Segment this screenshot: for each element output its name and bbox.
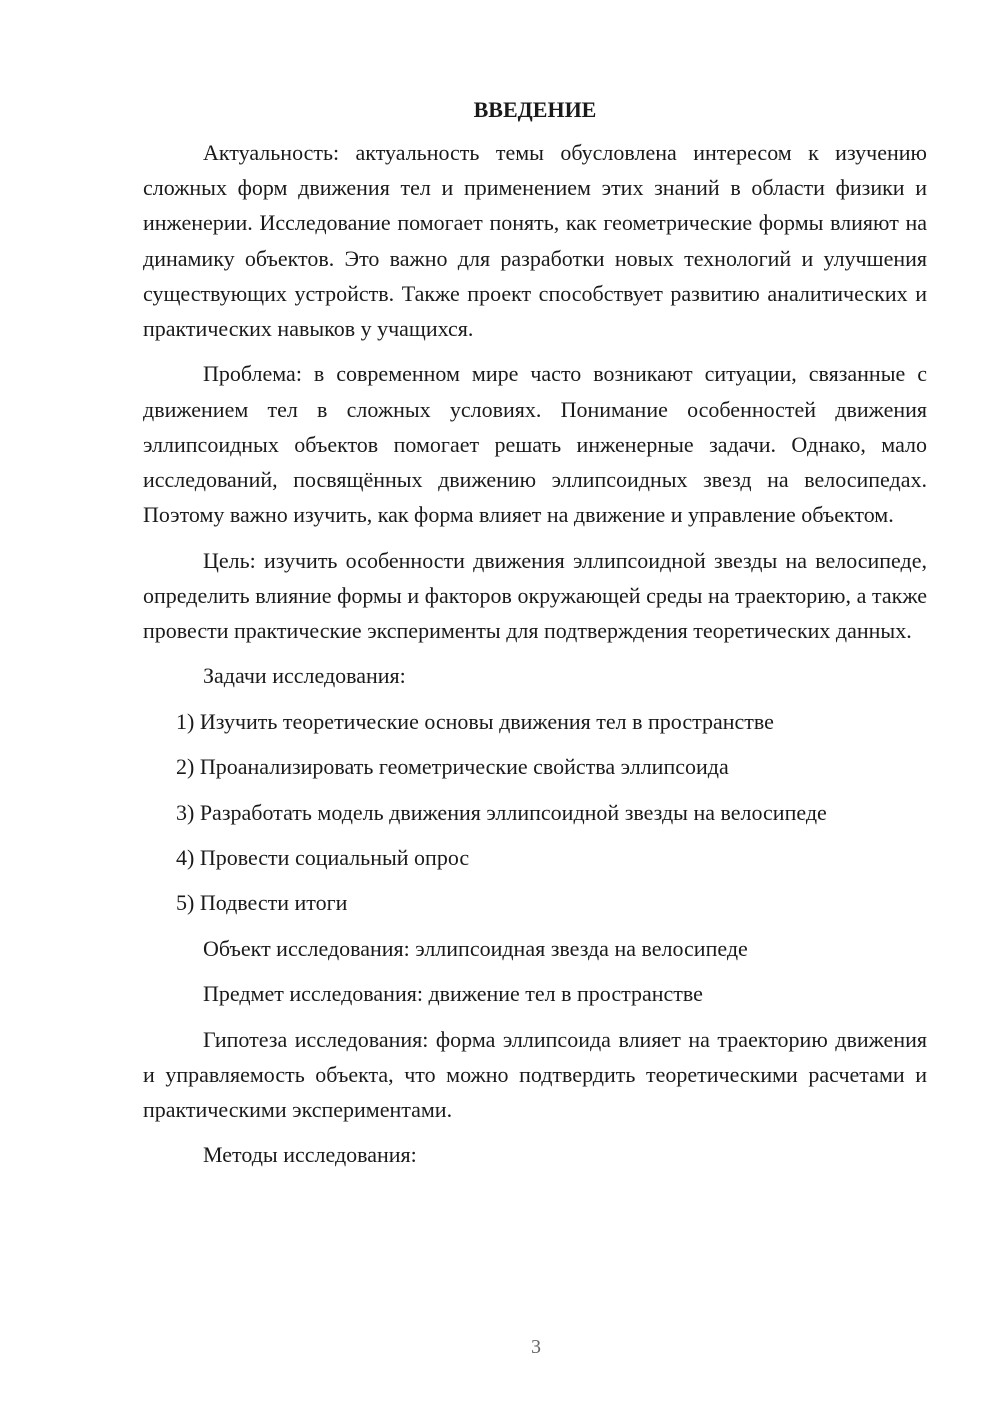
section-title: ВВЕДЕНИЕ xyxy=(473,97,597,122)
page-content xyxy=(143,95,927,1183)
page-number: 3 xyxy=(531,1336,541,1358)
methods-heading: Методы исследования: xyxy=(203,1142,417,1168)
paragraph-goal: Цель: изучить особенности движения эллипсоидной звезды на велосипеде, определить влияние формы и факторов окружающей среды на траекторию, а также провести практические эксперименты для подтверждения теоретических данных. xyxy=(143,547,927,644)
research-subject: Предмет исследования: движение тел в пространстве xyxy=(203,981,703,1007)
task-item-5: 5) Подвести итоги xyxy=(176,890,348,916)
task-item-4: 4) Провести социальный опрос xyxy=(176,844,470,870)
task-item-3: 3) Разработать модель движения эллипсоидной звезды на велосипеде xyxy=(176,799,827,825)
paragraph-hypothesis: Гипотеза исследования: форма эллипсоида влияет на траекторию движения и управляемость объекта, что можно подтвердить теоретическими расчетами и практическими экспериментами. xyxy=(143,1026,927,1122)
tasks-heading: Задачи исследования: xyxy=(203,663,406,689)
paragraph-problem: Проблема: в современном мире часто возникают ситуации, связанные с движением тел в сложных условиях. Понимание особенностей движения эллипсоидных объектов помогает решать инженерные задачи. Однако, мало исследований, посвящённых движению эллипсоидных звезд на велосипедах. Поэтому важно изучить, как форма влияет на движение и управление объектом. xyxy=(143,361,927,528)
paragraph-relevance: Актуальность: актуальность темы обусловлена интересом к изучению сложных форм движения тел и применением этих знаний в области физики и инженерии. Исследование помогает понять, как геометрические формы влияют на динамику объектов. Это важно для разработки новых технологий и улучшения существующих устройств. Также проект способствует развитию аналитических и практических навыков у учащихся. xyxy=(143,140,927,342)
research-object: Объект исследования: эллипсоидная звезда на велосипеде xyxy=(203,935,748,961)
task-item-1: 1) Изучить теоретические основы движения тел в пространстве xyxy=(176,708,774,734)
task-item-2: 2) Проанализировать геометрические свойства эллипсоида xyxy=(176,754,729,780)
